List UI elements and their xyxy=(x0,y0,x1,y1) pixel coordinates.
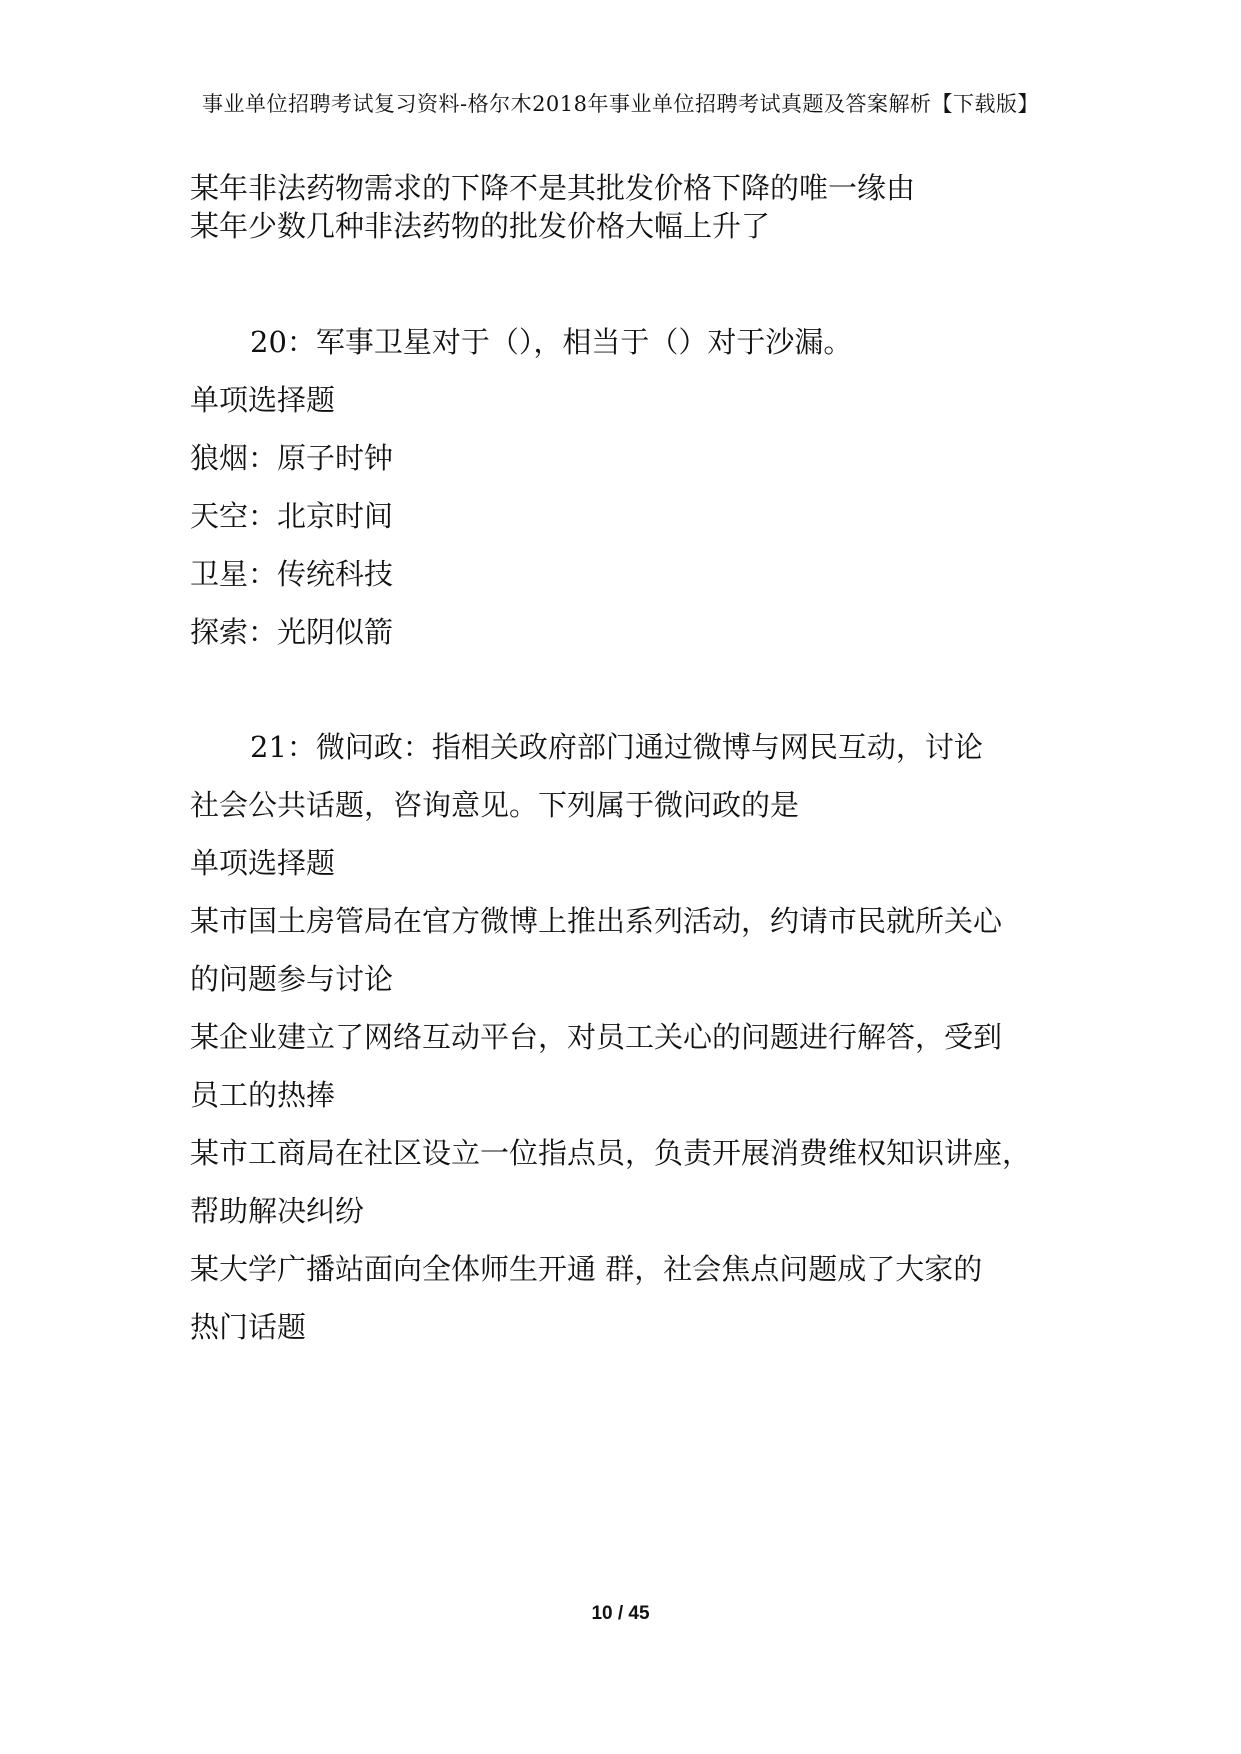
option-text: 热门话题 xyxy=(190,1310,307,1344)
question-type-label: 单项选择题 xyxy=(190,846,336,880)
option-text: 帮助解决纠纷 xyxy=(190,1194,365,1228)
option-text: 某年少数几种非法药物的批发价格大幅上升了 xyxy=(190,209,771,243)
option-text: 某年非法药物需求的下降不是其批发价格下降的唯一缘由 xyxy=(190,171,916,205)
option-text: 卫星：传统科技 xyxy=(190,557,394,591)
option-text: 某市工商局在社区设立一位指点员，负责开展消费维权知识讲座， xyxy=(190,1136,1032,1170)
option-text: 某大学广播站面向全体师生开通 群，社会焦点问题成了大家的 xyxy=(190,1252,983,1286)
option-text: 某企业建立了网络互动平台，对员工关心的问题进行解答，受到 xyxy=(190,1020,1003,1054)
question-stem: 20：军事卫星对于（），相当于（）对于沙漏。 xyxy=(250,325,853,359)
option-text: 天空：北京时间 xyxy=(190,499,394,533)
option-text: 狼烟：原子时钟 xyxy=(190,441,394,475)
question-stem: 21：微问政：指相关政府部门通过微博与网民互动，讨论 xyxy=(250,730,983,764)
page-header: 事业单位招聘考试复习资料-格尔木2018年事业单位招聘考试真题及答案解析【下载版】 xyxy=(201,92,1040,116)
option-text: 某市国土房管局在官方微博上推出系列活动，约请市民就所关心 xyxy=(190,904,1003,938)
option-text: 的问题参与讨论 xyxy=(190,962,394,996)
option-text: 探索：光阴似箭 xyxy=(190,615,394,649)
question-stem-continued: 社会公共话题，咨询意见。下列属于微问政的是 xyxy=(190,788,800,822)
page-number: 10 / 45 xyxy=(591,1603,650,1624)
option-text: 员工的热捧 xyxy=(190,1078,336,1112)
question-type-label: 单项选择题 xyxy=(190,383,336,417)
